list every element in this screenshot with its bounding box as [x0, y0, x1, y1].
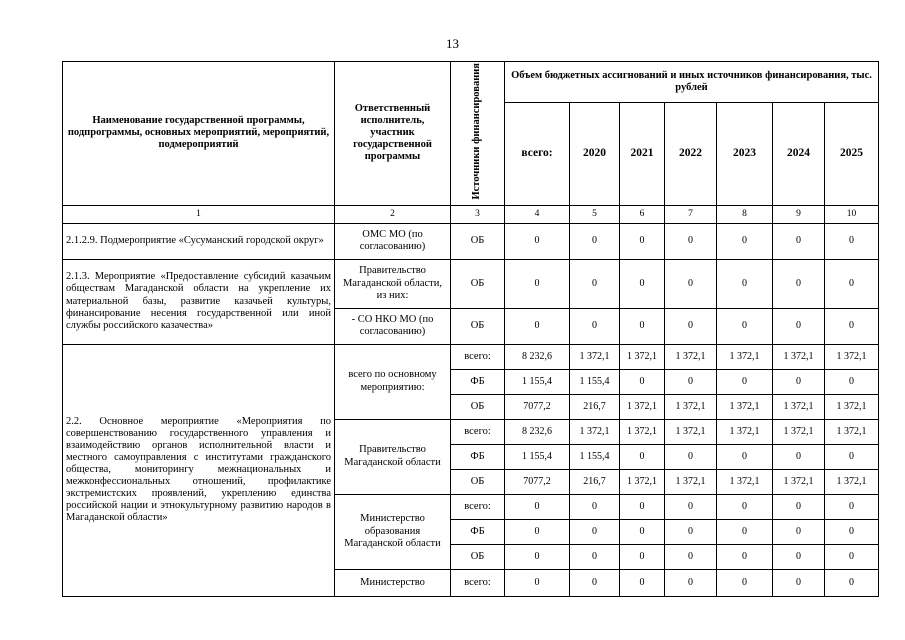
value-cell: 0	[773, 308, 825, 344]
header-budget: Объем бюджетных ассигнований и иных источников финансирования, тыс. рублей	[505, 62, 879, 103]
value-cell: 1 372,1	[570, 344, 620, 369]
value-cell: 1 372,1	[620, 419, 665, 444]
column-number: 10	[825, 205, 879, 223]
value-cell: 0	[773, 223, 825, 259]
value-cell: 0	[717, 494, 773, 519]
column-number: 7	[665, 205, 717, 223]
funding-source: ФБ	[451, 519, 505, 544]
funding-source: ОБ	[451, 223, 505, 259]
value-cell: 0	[773, 444, 825, 469]
value-cell: 7077,2	[505, 469, 570, 494]
responsible: всего по основному мероприятию:	[335, 344, 451, 419]
value-cell: 1 155,4	[505, 444, 570, 469]
value-cell: 0	[620, 569, 665, 596]
value-cell: 1 372,1	[570, 419, 620, 444]
header-year: 2025	[825, 103, 879, 206]
responsible: Правительство Магаданской области	[335, 419, 451, 494]
value-cell: 1 372,1	[825, 419, 879, 444]
value-cell: 0	[505, 259, 570, 308]
header-year: 2024	[773, 103, 825, 206]
value-cell: 7077,2	[505, 394, 570, 419]
funding-source: ОБ	[451, 308, 505, 344]
value-cell: 0	[665, 444, 717, 469]
funding-source: ОБ	[451, 394, 505, 419]
value-cell: 0	[773, 259, 825, 308]
responsible: Министерство	[335, 569, 451, 596]
value-cell: 0	[825, 259, 879, 308]
value-cell: 0	[620, 308, 665, 344]
value-cell: 0	[665, 259, 717, 308]
value-cell: 0	[620, 544, 665, 569]
header-responsible: Ответственный исполнитель, участник государственной программы	[335, 62, 451, 206]
value-cell: 0	[717, 569, 773, 596]
header-year: 2021	[620, 103, 665, 206]
item-name: 2.1.3. Мероприятие «Предоставление субсидий казачьим обществам Магаданской области на укрепление их материальной базы, развитие казачьей культуры, финансирование несения государственной или иной службы российского казачества»	[63, 259, 335, 344]
value-cell: 0	[620, 259, 665, 308]
value-cell: 0	[665, 544, 717, 569]
value-cell: 1 155,4	[570, 369, 620, 394]
value-cell: 0	[825, 369, 879, 394]
value-cell: 1 372,1	[620, 469, 665, 494]
funding-source: ФБ	[451, 444, 505, 469]
header-total: всего:	[505, 103, 570, 206]
value-cell: 1 372,1	[665, 469, 717, 494]
value-cell: 0	[717, 544, 773, 569]
value-cell: 0	[825, 544, 879, 569]
value-cell: 0	[505, 519, 570, 544]
funding-source: всего:	[451, 419, 505, 444]
column-number: 5	[570, 205, 620, 223]
value-cell: 0	[717, 223, 773, 259]
value-cell: 1 372,1	[665, 344, 717, 369]
value-cell: 1 372,1	[773, 419, 825, 444]
column-number: 8	[717, 205, 773, 223]
value-cell: 1 372,1	[620, 394, 665, 419]
value-cell: 8 232,6	[505, 344, 570, 369]
value-cell: 0	[665, 519, 717, 544]
value-cell: 0	[825, 444, 879, 469]
funding-source: всего:	[451, 494, 505, 519]
responsible: ОМС МО (по согласованию)	[335, 223, 451, 259]
value-cell: 0	[570, 308, 620, 344]
value-cell: 1 372,1	[825, 469, 879, 494]
budget-table	[62, 61, 879, 597]
column-number: 4	[505, 205, 570, 223]
value-cell: 0	[570, 223, 620, 259]
value-cell: 0	[825, 519, 879, 544]
value-cell: 1 372,1	[717, 419, 773, 444]
value-cell: 1 372,1	[620, 344, 665, 369]
value-cell: 0	[505, 223, 570, 259]
value-cell: 0	[665, 494, 717, 519]
header-year: 2022	[665, 103, 717, 206]
table-row	[63, 344, 879, 369]
value-cell: 8 232,6	[505, 419, 570, 444]
funding-source: всего:	[451, 569, 505, 596]
value-cell: 0	[505, 569, 570, 596]
column-number: 1	[63, 205, 335, 223]
value-cell: 0	[620, 519, 665, 544]
value-cell: 0	[773, 494, 825, 519]
column-number: 9	[773, 205, 825, 223]
table-row	[63, 223, 879, 259]
value-cell: 1 372,1	[773, 469, 825, 494]
header-source	[451, 62, 505, 206]
value-cell: 0	[717, 519, 773, 544]
header-name: Наименование государственной программы, подпрограммы, основных мероприятий, мероприятий, подмероприятий	[63, 62, 335, 206]
value-cell: 216,7	[570, 469, 620, 494]
table-row	[63, 259, 879, 308]
value-cell: 0	[570, 544, 620, 569]
value-cell: 0	[717, 308, 773, 344]
value-cell: 1 372,1	[717, 394, 773, 419]
value-cell: 0	[620, 494, 665, 519]
value-cell: 0	[570, 259, 620, 308]
column-number: 3	[451, 205, 505, 223]
value-cell: 0	[717, 259, 773, 308]
item-name: 2.1.2.9. Подмероприятие «Сусуманский городской округ»	[63, 223, 335, 259]
responsible: - СО НКО МО (по согласованию)	[335, 308, 451, 344]
value-cell: 0	[825, 308, 879, 344]
value-cell: 1 372,1	[773, 344, 825, 369]
value-cell: 1 372,1	[665, 419, 717, 444]
value-cell: 0	[773, 544, 825, 569]
value-cell: 0	[570, 519, 620, 544]
header-year: 2020	[570, 103, 620, 206]
value-cell: 0	[505, 308, 570, 344]
value-cell: 0	[717, 369, 773, 394]
value-cell: 1 155,4	[570, 444, 620, 469]
responsible: Правительство Магаданской области, из них:	[335, 259, 451, 308]
value-cell: 0	[665, 369, 717, 394]
header-year: 2023	[717, 103, 773, 206]
value-cell: 0	[773, 569, 825, 596]
value-cell: 0	[825, 494, 879, 519]
value-cell: 1 372,1	[773, 394, 825, 419]
value-cell: 1 155,4	[505, 369, 570, 394]
value-cell: 0	[505, 494, 570, 519]
responsible: Министерство образования Магаданской области	[335, 494, 451, 569]
value-cell: 0	[717, 444, 773, 469]
value-cell: 0	[665, 223, 717, 259]
value-cell: 0	[620, 444, 665, 469]
value-cell: 0	[570, 569, 620, 596]
value-cell: 0	[620, 369, 665, 394]
column-number: 6	[620, 205, 665, 223]
value-cell: 1 372,1	[825, 394, 879, 419]
page-number: 13	[446, 36, 459, 51]
header-source-label: Источники финансирования	[471, 63, 483, 200]
column-number: 2	[335, 205, 451, 223]
value-cell: 1 372,1	[825, 344, 879, 369]
value-cell: 0	[773, 519, 825, 544]
funding-source: ОБ	[451, 469, 505, 494]
funding-source: ФБ	[451, 369, 505, 394]
value-cell: 0	[773, 369, 825, 394]
value-cell: 1 372,1	[717, 469, 773, 494]
funding-source: ОБ	[451, 259, 505, 308]
value-cell: 0	[570, 494, 620, 519]
value-cell: 1 372,1	[665, 394, 717, 419]
value-cell: 216,7	[570, 394, 620, 419]
value-cell: 0	[620, 223, 665, 259]
value-cell: 0	[825, 569, 879, 596]
value-cell: 0	[825, 223, 879, 259]
value-cell: 0	[665, 308, 717, 344]
item-name: 2.2. Основное мероприятие «Мероприятия по совершенствованию государственного управления и взаимодействию органов исполнительной власти и местного самоуправления с институтами гражданского общества, мониторингу межнациональных и межконфессиональных отношений, профилактике экстремистских проявлений, укреплению единства российской нации и этнокультурному развитию народов в Магаданской области»	[63, 344, 335, 596]
value-cell: 0	[505, 544, 570, 569]
funding-source: всего:	[451, 344, 505, 369]
funding-source: ОБ	[451, 544, 505, 569]
value-cell: 1 372,1	[717, 344, 773, 369]
value-cell: 0	[665, 569, 717, 596]
